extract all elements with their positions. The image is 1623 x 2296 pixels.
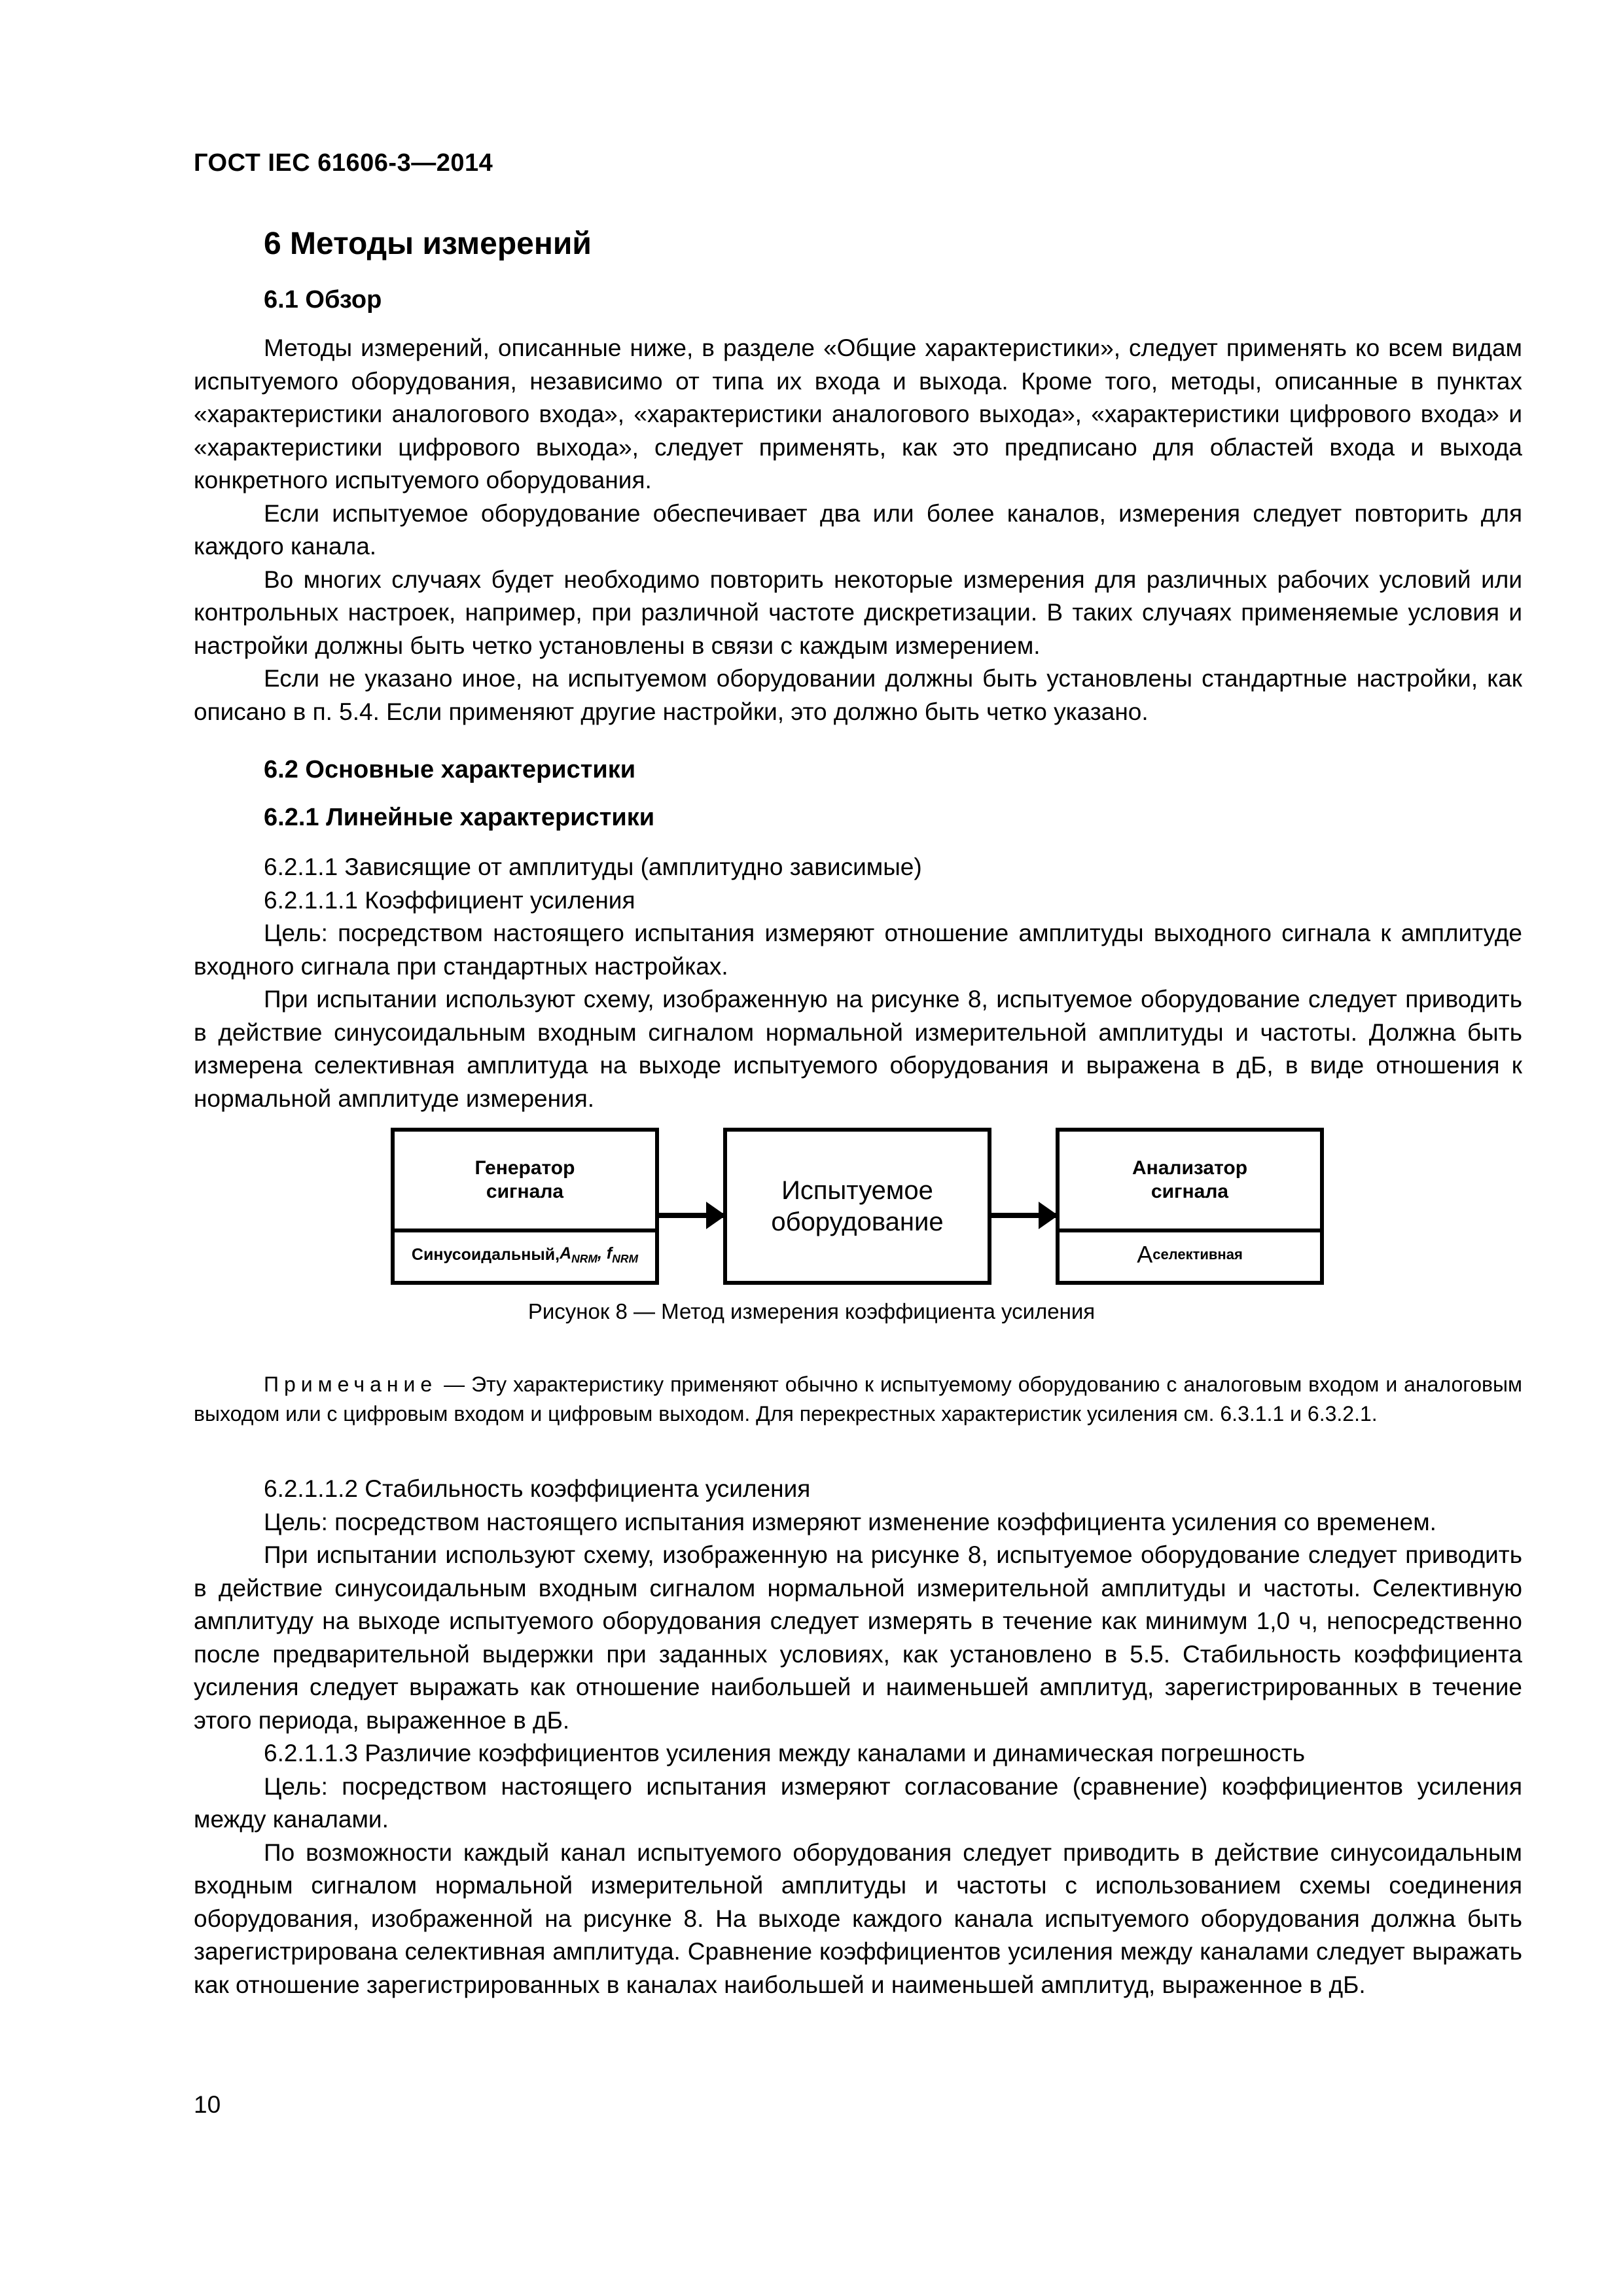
amplitude-subscript: NRM	[571, 1251, 597, 1265]
document-header: ГОСТ IEC 61606-3—2014	[194, 149, 493, 177]
paragraph: Методы измерений, описанные ниже, в разделе «Общие характеристики», следует применять ко всем видам испытуемого оборудования, независимо от типа их входа и выхода. Кроме того, методы, описанные в пунктах «характеристики аналогового входа», «характеристики аналогового выхода», «характеристики цифрового входа» и «характеристики цифрового выхода», следует применять, как это предписано для областей входа и выхода конкретного испытуемого оборудования.	[194, 334, 1522, 493]
generator-params	[395, 1229, 655, 1281]
clause-heading: 6.2.1.1.2 Стабильность коэффициента усиления	[264, 1475, 811, 1502]
paragraph: Если испытуемое оборудование обеспечивает два или более каналов, измерения следует повторить для каждого канала.	[194, 499, 1522, 560]
analyzer-title	[1060, 1132, 1320, 1229]
paragraph: Если не указано иное, на испытуемом оборудовании должны быть установлены стандартные настройки, как описано в п. 5.4. Если применяют другие настройки, это должно быть четко указано.	[194, 665, 1522, 725]
clause-heading: 6.2.1.1.1 Коэффициент усиления	[264, 886, 635, 914]
dut-box	[723, 1128, 991, 1285]
amplitude-symbol: A	[560, 1244, 572, 1263]
frequency-subscript: NRM	[612, 1251, 639, 1265]
dut-label-line2: оборудование	[771, 1208, 944, 1236]
generator-signal-type: Синусоидальный,	[411, 1245, 560, 1264]
generator-title	[395, 1132, 655, 1229]
paragraph: Цель: посредством настоящего испытания измеряют согласование (сравнение) коэффициентов усиления между каналами.	[194, 1772, 1522, 1833]
dut-label-line1: Испытуемое	[781, 1176, 933, 1205]
clause-heading: 6.2.1.1.3 Различие коэффициентов усиления между каналами и динамическая погрешность	[264, 1740, 1305, 1767]
generator-title-line1: Генератор	[474, 1157, 575, 1179]
separator: ,	[597, 1244, 607, 1263]
arrow-right-icon	[659, 1213, 723, 1218]
analyzer-title-line1: Анализатор	[1132, 1157, 1248, 1179]
generator-title-line2: сигнала	[486, 1181, 564, 1202]
subsection-title-6-1: 6.1 Обзор	[264, 286, 382, 314]
figure-caption: Рисунок 8 — Метод измерения коэффициента усиления	[527, 1299, 1096, 1323]
frequency-symbol: f	[606, 1244, 613, 1263]
note-block	[194, 1370, 1522, 1429]
note-label: Примечание	[264, 1372, 438, 1396]
analyzer-box	[1056, 1128, 1324, 1285]
divider	[395, 1229, 655, 1232]
paragraph: Цель: посредством настоящего испытания измеряют отношение амплитуды выходного сигнала к амплитуде входного сигнала при стандартных настройках.	[194, 920, 1522, 980]
amplitude-subscript: селективная	[1152, 1246, 1243, 1263]
gain-text	[194, 851, 1522, 1115]
analyzer-title-line2: сигнала	[1150, 1181, 1229, 1202]
overview-text	[194, 332, 1522, 728]
note-text: Эту характеристику применяют обычно к испытуемому оборудованию с аналоговым входом и аналоговым выходом или с цифровым входом и цифровым выходом. Для перекрестных характеристик усиления см. 6.3.1.1 и 6.3.2.1.	[194, 1372, 1523, 1426]
paragraph: Во многих случаях будет необходимо повторить некоторые измерения для различных рабочих условий или контрольных настроек, например, при различной частоте дискретизации. В таких случаях применяемые условия и настройки должны быть четко установлены в связи с каждым измерением.	[194, 565, 1522, 659]
subsection-title-6-2-1: 6.2.1 Линейные характеристики	[264, 804, 655, 831]
paragraph: Цель: посредством настоящего испытания измеряют изменение коэффициента усиления со временем.	[264, 1508, 1436, 1535]
section-title: 6 Методы измерений	[264, 226, 592, 261]
dut-label	[727, 1132, 988, 1281]
paragraph: При испытании используют схему, изображенную на рисунке 8, испытуемое оборудование следует приводить в действие синусоидальным входным сигналом нормальной измерительной амплитуды и частоты. Селективную амплитуду на выходе испытуемого оборудования следует измерять в течение как минимум 1,0 ч, непосредственно после предварительной выдержки при заданных условиях, как установлено в 5.5. Стабильность коэффициента усиления следует выражать как отношение наибольшей и наименьшей амплитуд, зарегистрированных в течение этого периода, выраженное в дБ.	[194, 1541, 1522, 1734]
subsection-title-6-2: 6.2 Основные характеристики	[264, 756, 636, 783]
amplitude-symbol: A	[1137, 1241, 1153, 1268]
page-number: 10	[194, 2091, 221, 2118]
arrow-right-icon	[991, 1213, 1056, 1218]
divider	[1060, 1229, 1320, 1232]
analyzer-params	[1060, 1229, 1320, 1281]
note-dash: —	[437, 1372, 472, 1396]
note	[194, 1370, 1522, 1429]
generator-box	[391, 1128, 659, 1285]
paragraph: По возможности каждый канал испытуемого оборудования следует приводить в действие синусоидальным входным сигналом нормальной измерительной амплитуды и частоты с использованием схемы соединения оборудования, изображенной на рисунке 8. На выходе каждого канала испытуемого оборудования должна быть зарегистрирована селективная амплитуда. Сравнение коэффициентов усиления между каналами следует выражать как отношение зарегистрированных в каналах наибольшей и наименьшей амплитуд, выраженное в дБ.	[194, 1839, 1522, 1998]
stability-text	[194, 1473, 1522, 2001]
clause-heading: 6.2.1.1 Зависящие от амплитуды (амплитудно зависимые)	[264, 853, 922, 880]
paragraph: При испытании используют схему, изображенную на рисунке 8, испытуемое оборудование следует приводить в действие синусоидальным входным сигналом нормальной измерительной амплитуды и частоты. Должна быть измерена селективная амплитуда на выходе испытуемого оборудования и выражена в дБ, в виде отношения к нормальной амплитуде измерения.	[194, 986, 1522, 1112]
